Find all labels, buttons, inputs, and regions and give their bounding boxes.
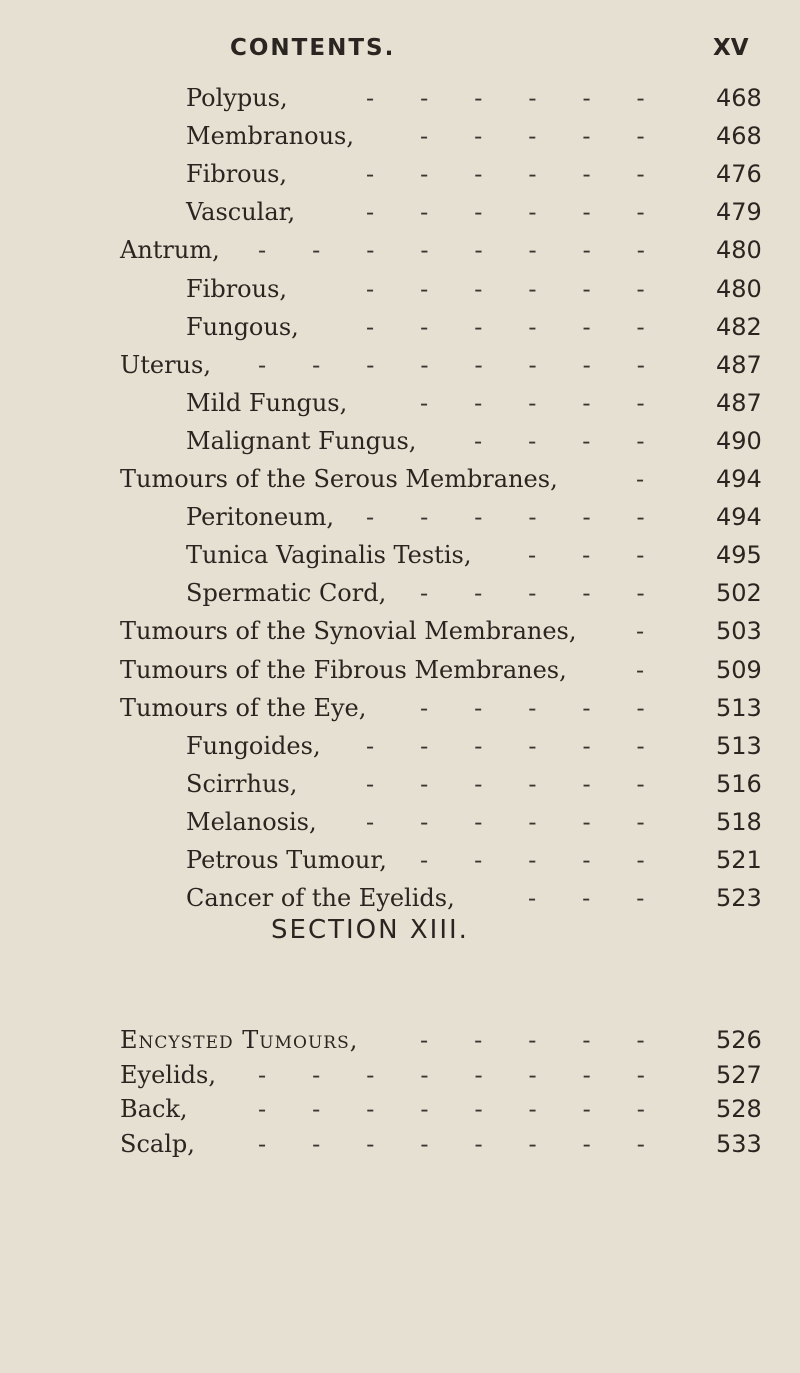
entry-page-number: 516 xyxy=(716,769,762,798)
entry-label: Antrum, xyxy=(120,236,220,265)
entry-label: Tumours of the Eye, xyxy=(120,693,367,722)
page-number: XV xyxy=(713,35,749,61)
entry-label: Cancer of the Eyelids, xyxy=(186,884,455,913)
entry-page-number: 523 xyxy=(716,884,762,913)
entry-label: Tumours of the Synovial Membranes, xyxy=(120,617,577,646)
entry-label: Fungous, xyxy=(186,312,299,341)
entry-label: Vascular, xyxy=(186,198,296,227)
leader-dashes: -------- xyxy=(258,236,691,265)
entry-page-number: 518 xyxy=(716,807,762,836)
leader-dashes: ------ xyxy=(366,807,691,836)
entry-label: Mild Fungus, xyxy=(186,388,348,417)
entry-label: Eyelids, xyxy=(120,1060,216,1089)
contents-entry xyxy=(0,1092,800,1126)
entry-label: Petrous Tumour, xyxy=(186,846,387,874)
leader-dashes: --- xyxy=(528,541,691,570)
entry-page-number: 490 xyxy=(716,426,762,455)
entry-page-number: 480 xyxy=(716,236,762,265)
entry-label: Tumours of the Fibrous Membranes, xyxy=(120,655,567,684)
entry-label: Tunica Vaginalis Testis, xyxy=(186,541,472,570)
leader-dashes: - xyxy=(636,655,691,684)
leader-dashes: - xyxy=(636,465,691,493)
section-heading-text: SECTION XIII. xyxy=(271,915,469,945)
entry-label: Back, xyxy=(120,1095,188,1123)
entry-label: Polypus, xyxy=(186,84,288,112)
entry-page-number: 502 xyxy=(716,579,762,608)
entry-label: Scalp, xyxy=(120,1129,195,1158)
entry-page-number: 513 xyxy=(716,731,762,760)
leader-dashes: ------ xyxy=(366,769,691,798)
entry-page-number: 468 xyxy=(716,84,762,112)
leader-dashes: --- xyxy=(528,884,691,913)
entry-page-number: 527 xyxy=(716,1060,762,1089)
leader-dashes: ---- xyxy=(474,426,691,455)
leader-dashes: -------- xyxy=(258,350,691,379)
leader-dashes: -------- xyxy=(258,1129,691,1158)
entry-label: Melanosis, xyxy=(186,807,317,836)
leader-dashes: ----- xyxy=(420,122,691,151)
leader-dashes: ------ xyxy=(366,84,691,112)
leader-dashes: ----- xyxy=(420,846,691,874)
entry-page-number: 509 xyxy=(716,655,762,684)
entry-page-number: 494 xyxy=(716,503,762,532)
leader-dashes: ------ xyxy=(366,312,691,341)
leader-dashes: ----- xyxy=(420,579,691,608)
leader-dashes: ------ xyxy=(366,274,691,303)
entry-label: Encysted Tumours, xyxy=(120,1026,359,1054)
entry-page-number: 495 xyxy=(716,541,762,570)
entry-label: Fibrous, xyxy=(186,274,288,303)
entry-page-number: 482 xyxy=(716,312,762,341)
leader-dashes: ----- xyxy=(420,693,691,722)
contents-entry xyxy=(0,1127,800,1161)
leader-dashes: ----- xyxy=(420,1026,691,1054)
leader-dashes: ------ xyxy=(366,198,691,227)
entry-page-number: 533 xyxy=(716,1129,762,1158)
running-head-title: CONTENTS. xyxy=(230,35,396,61)
leader-dashes: -------- xyxy=(258,1095,691,1123)
entry-label: Uterus, xyxy=(120,350,211,379)
entry-label: Membranous, xyxy=(186,122,354,151)
entry-page-number: 468 xyxy=(716,122,762,151)
entry-page-number: 528 xyxy=(716,1095,762,1123)
entry-page-number: 521 xyxy=(716,846,762,874)
leader-dashes: ------ xyxy=(366,503,691,532)
entry-label: Spermatic Cord, xyxy=(186,579,387,608)
leader-dashes: ------ xyxy=(366,160,691,189)
entry-page-number: 487 xyxy=(716,350,762,379)
leader-dashes: -------- xyxy=(258,1060,691,1089)
entry-label: Malignant Fungus, xyxy=(186,426,417,455)
entry-page-number: 494 xyxy=(716,465,762,493)
entry-label: Peritoneum, xyxy=(186,503,335,532)
leader-dashes: ------ xyxy=(366,731,691,760)
leader-dashes: ----- xyxy=(420,388,691,417)
contents-entry xyxy=(0,1058,800,1092)
entry-page-number: 513 xyxy=(716,693,762,722)
entry-page-number: 503 xyxy=(716,617,762,646)
entry-page-number: 480 xyxy=(716,274,762,303)
entry-page-number: 526 xyxy=(716,1026,762,1054)
entry-page-number: 479 xyxy=(716,198,762,227)
entry-label: Tumours of the Serous Membranes, xyxy=(120,465,558,493)
leader-dashes: - xyxy=(636,617,691,646)
contents-entry xyxy=(0,1023,800,1057)
entry-label: Fungoides, xyxy=(186,731,321,760)
entry-label: Fibrous, xyxy=(186,160,288,189)
entry-page-number: 487 xyxy=(716,388,762,417)
entry-page-number: 476 xyxy=(716,160,762,189)
entry-label: Scirrhus, xyxy=(186,769,298,798)
